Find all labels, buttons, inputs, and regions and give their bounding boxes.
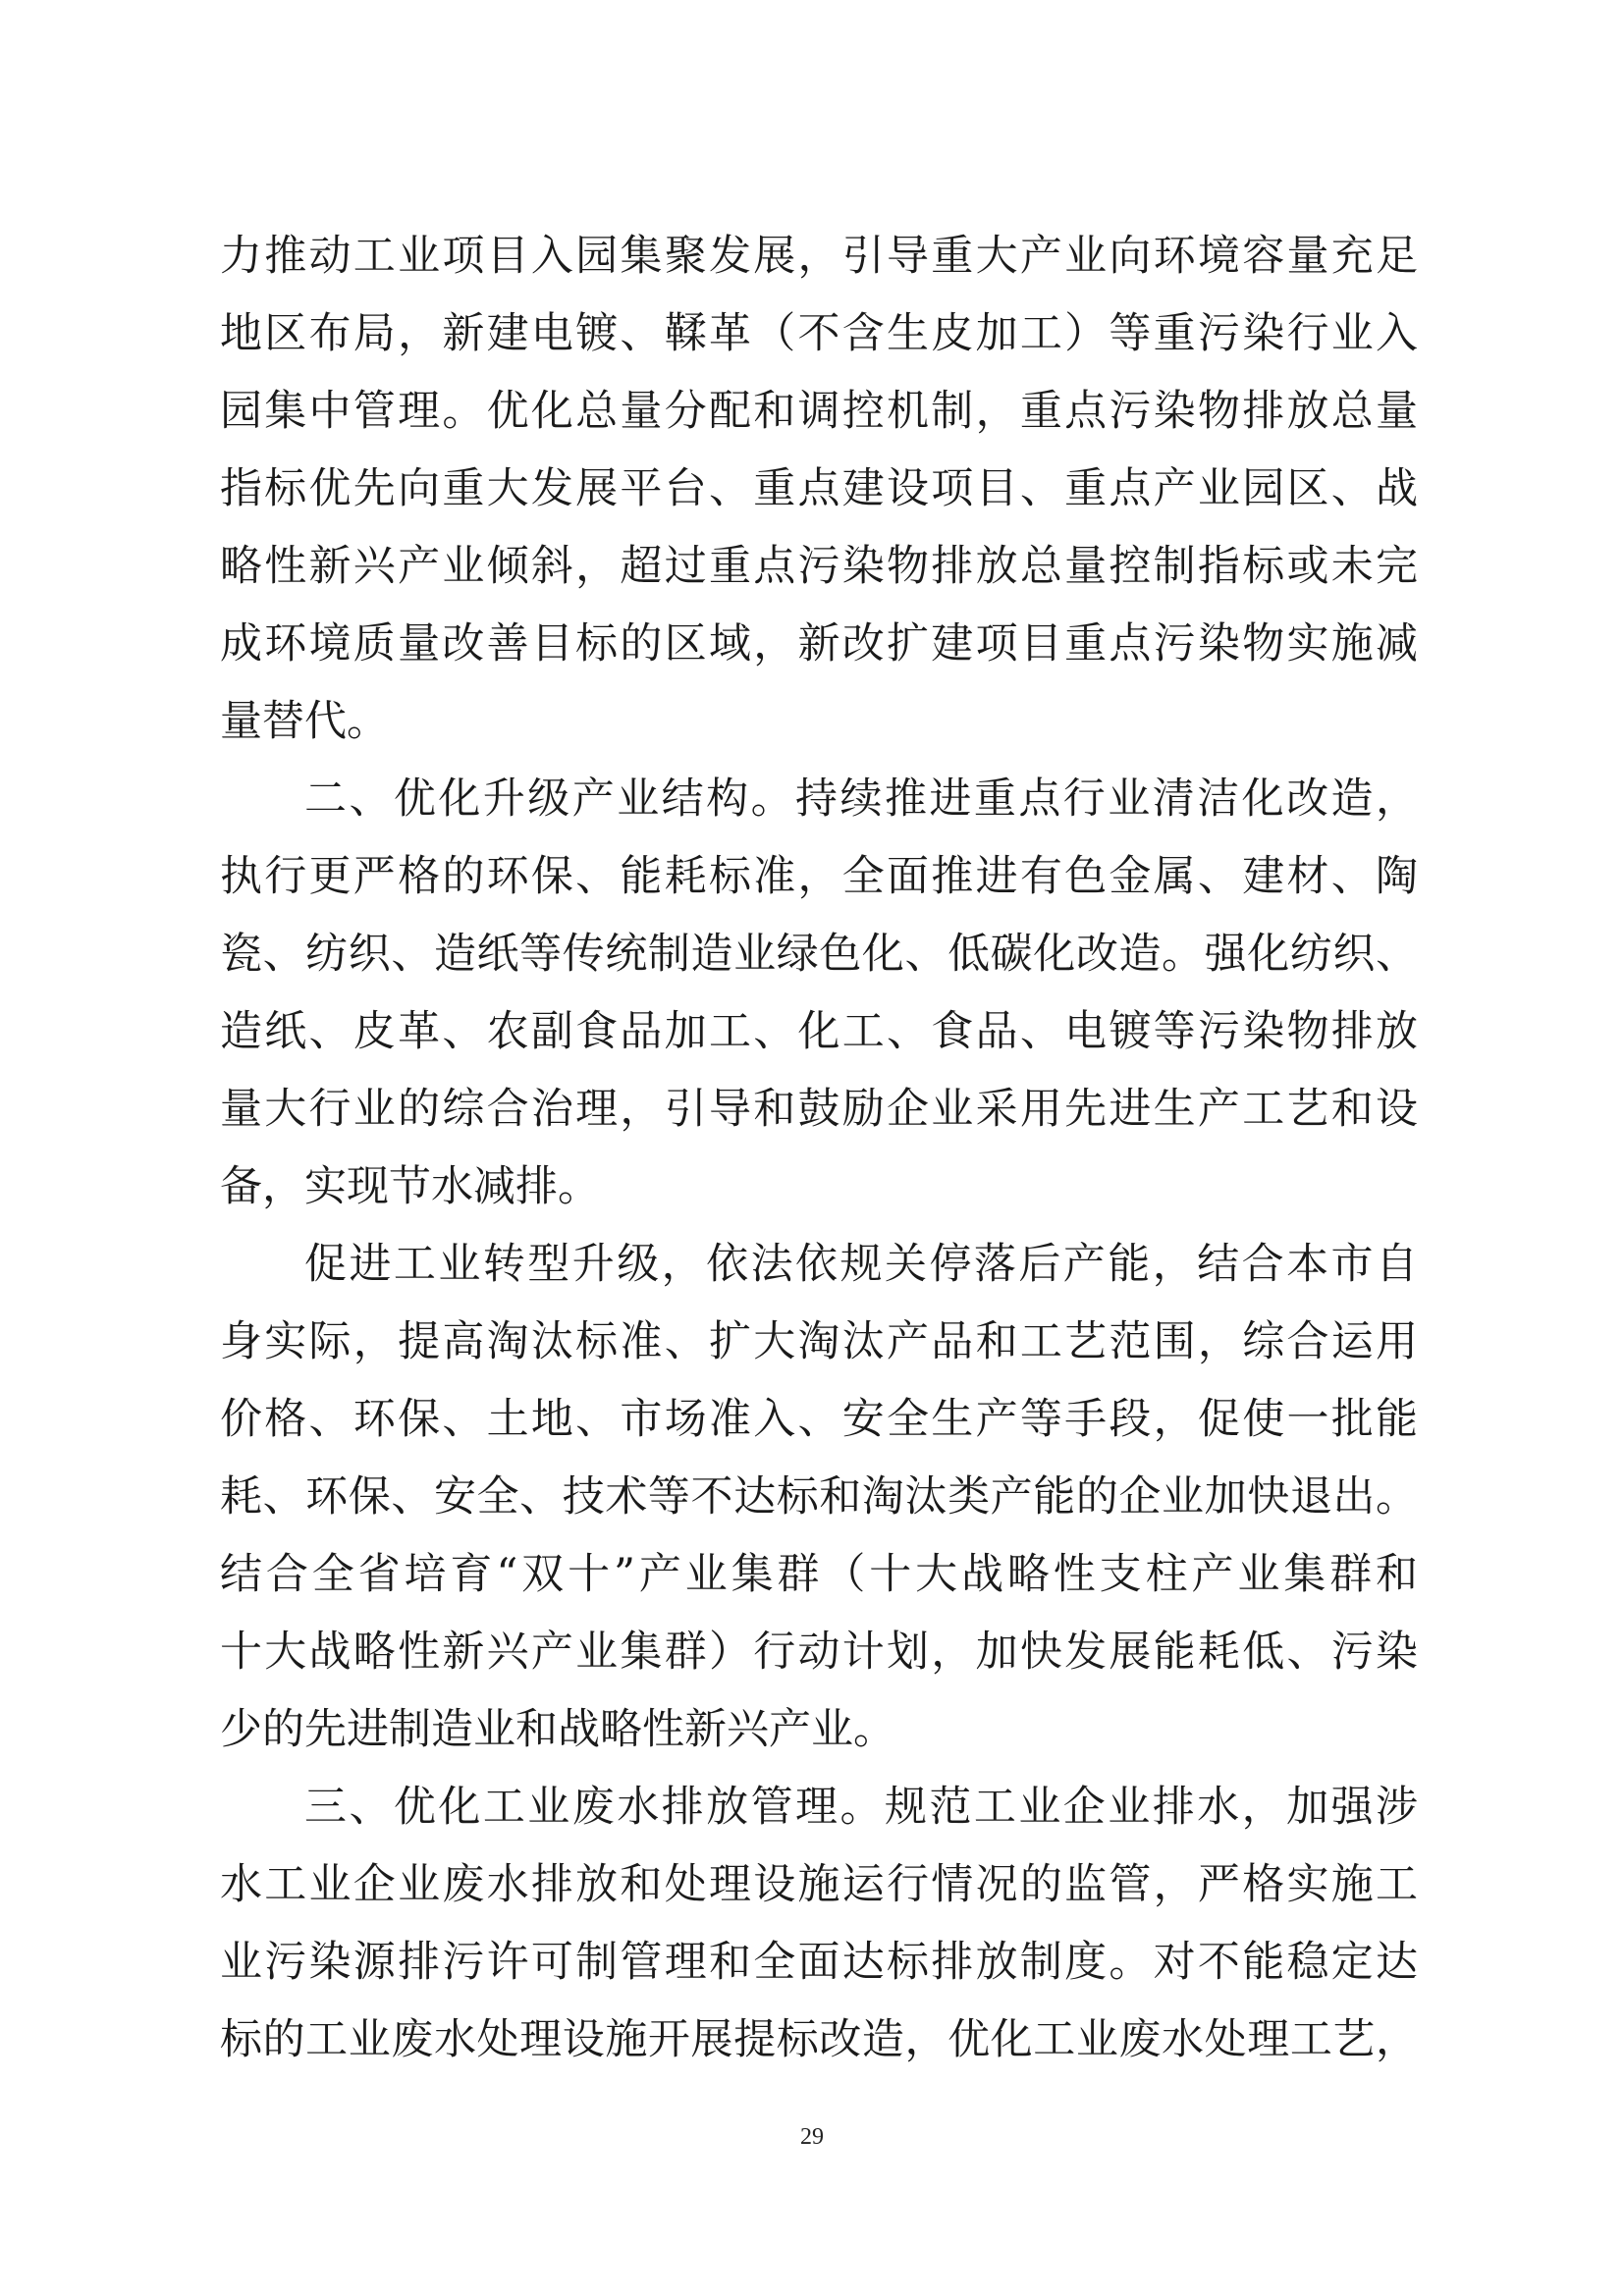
text-line: 量大行业的综合治理，引导和鼓励企业采用先进生产工艺和设: [220, 1085, 1418, 1134]
text-line: 力推动工业项目入园集聚发展，引导重大产业向环境容量充足: [220, 232, 1418, 281]
text-line: 耗、环保、安全、技术等不达标和淘汰类产能的企业加快退出。: [220, 1472, 1418, 1522]
text-line: 指标优先向重大发展平台、重点建设项目、重点产业园区、战: [220, 464, 1418, 513]
text-line: 少的先进制造业和战略性新兴产业。: [220, 1705, 895, 1754]
text-line: 二、优化升级产业结构。持续推进重点行业清洁化改造，: [304, 774, 1418, 824]
text-line: 身实际，提高淘汰标准、扩大淘汰产品和工艺范围，综合运用: [220, 1317, 1418, 1366]
text-line: 量替代。: [220, 697, 389, 746]
text-line: 园集中管理。优化总量分配和调控机制，重点污染物排放总量: [220, 387, 1418, 436]
text-line: 水工业企业废水排放和处理设施运行情况的监管，严格实施工: [220, 1860, 1418, 1909]
text-line: 地区布局，新建电镀、鞣革（不含生皮加工）等重污染行业入: [220, 309, 1418, 358]
text-line: 十大战略性新兴产业集群）行动计划，加快发展能耗低、污染: [220, 1628, 1418, 1677]
text-line: 备，实现节水减排。: [220, 1162, 600, 1211]
text-line: 瓷、纺织、造纸等传统制造业绿色化、低碳化改造。强化纺织、: [220, 930, 1418, 979]
body-text: [220, 218, 1418, 2079]
text-line: 业污染源排污许可制管理和全面达标排放制度。对不能稳定达: [220, 1938, 1418, 1987]
text-line: 三、优化工业废水排放管理。规范工业企业排水，加强涉: [304, 1783, 1418, 1832]
text-line: 价格、环保、土地、市场准入、安全生产等手段，促使一批能: [220, 1395, 1418, 1444]
text-line: 标的工业废水处理设施开展提标改造，优化工业废水处理工艺，: [220, 2015, 1418, 2064]
text-line: 略性新兴产业倾斜，超过重点污染物排放总量控制指标或未完: [220, 542, 1418, 591]
page-number: 29: [800, 2124, 824, 2150]
text-line: 成环境质量改善目标的区域，新改扩建项目重点污染物实施减: [220, 619, 1418, 668]
text-line: 执行更严格的环保、能耗标准，全面推进有色金属、建材、陶: [220, 852, 1418, 901]
text-line: 促进工业转型升级，依法依规关停落后产能，结合本市自: [304, 1240, 1418, 1289]
text-line: 造纸、皮革、农副食品加工、化工、食品、电镀等污染物排放: [220, 1007, 1418, 1056]
text-line: 结合全省培育“双十”产业集群（十大战略性支柱产业集群和: [220, 1550, 1418, 1599]
